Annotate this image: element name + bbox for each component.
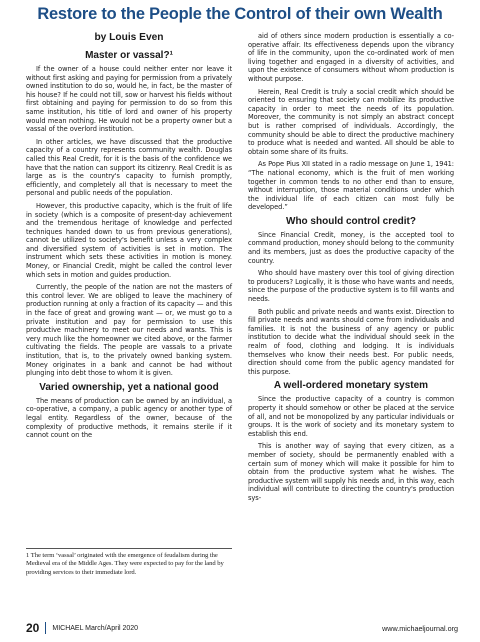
footnote-text: 1 The term ‘vassal’ originated with the emergence of feudalism during the Medieval era of the Middle Ages. They were expected to pay for the land by providing services to their immediate lord. [26,552,224,576]
paragraph: Since Financial Credit, money, is the accepted tool to command production, money should belong to the community and its members, just as does the productive capacity of the country. [248,230,454,265]
footer-divider [45,622,46,634]
page-number: 20 [26,621,40,635]
article-title: Restore to the People the Control of their own Wealth [37,5,443,23]
paragraph: Both public and private needs and wants exist. Direction to fill private needs and wants should come from individuals and families. It is not the business of any agency or public institution to decide what the individual should seek in the realm of food, clothing and lodging. It is individuals themselves who know their needs best. For public needs, direction should come from the public agency mandated for this purpose. [248,307,454,376]
issue-label: MICHAEL March/April 2020 [52,624,139,632]
paragraph: The means of production can be owned by an individual, a co-operative, a company, a public agency or another type of legal entity. Regardless of the owner, because of the complexity of productive methods, it remains sterile if it cannot count on the [26,396,232,440]
heading-master-or-vassal: Master or vassal?¹ [85,50,173,61]
paragraph: Since the productive capacity of a country is common property it should somehow or other be placed at the service of all, and not be monopolized by any particular individuals or groups. It is the work of society and its monetary system to establish this end. [248,395,454,438]
byline: by Louis Even [94,32,164,43]
paragraph: In other articles, we have discussed that the productive capacity of a country represents community wealth. Douglas called this Real Credit, for it is the basis of the confidence we have that the nation can support its citizenry. Real Credit is as large as is the country's capacity to furnish promptly, efficiently, and completely all that is necessary to meet the personal and public needs of the population. [26,137,232,198]
website-link[interactable]: www.michaeljournal.org [382,623,458,633]
paragraph: This is another way of saying that every citizen, as a member of society, should be permanently enabled with a certain sum of money which will make it possible for him to obtain from the productive system what he wishes. The productive system will supply his needs and, in this way, each individual will contribute to directing the country's production sys- [248,442,454,502]
paragraph: Who should have mastery over this tool of giving direction to producers? Logically, it is those who have wants and needs, since the purpose of the productive system is to fill wants and needs. [248,269,454,304]
paragraph: Currently, the people of the nation are not the masters of this control lever. We are obliged to leave the machinery of production running at only a fraction of its capacity — and this in the face of great and growing want — or, we must go to a private institution and pay for permission to use this productive machinery to meet our needs and wants. This is very much like the homeowner we cited above, or the farmer cultivating the fields. The people are vassals to a private institution, that is, to the privately owned banking system. Money originates in a bank and cannot be had without plunging into debt those to whom it is given. [26,283,232,378]
paragraph: Herein, Real Credit is truly a social credit which should be oriented to ensuring that society can mobilize its productive capacity in order to meet the needs of its population. Moreover, the community is not simply an abstract concept but is rather comprised of individuals. Accordingly, the community should be able to direct the productive machinery to produce what is needed and wanted. All should be able to obtain some share of its fruits. [248,87,454,156]
paragraph: aid of others since modern production is essentially a co-operative affair. Its effectiveness depends upon the vibrancy of life in the community, upon the co-ordinated work of men living together and engaged in a diversity of activities, and upon the existence of consumers without whom production is without purpose. [248,32,454,83]
page-footer [26,621,458,635]
heading-varied-ownership: Varied ownership, yet a national good [39,381,219,393]
heading-well-ordered-monetary-system: A well-ordered monetary system [273,380,429,392]
paragraph: However, this productive capacity, which is the fruit of life in society (which is a composite of present-day achievement and the tremendous heritage of knowledge and perfected techniques handed down to us from previous generations), cannot be utilized to society's benefit unless a very complex and diversified system of activities is set in motion. The instrument which sets these activities in motion is money. Money, or Financial Credit, might be called the control lever which sets in motion and guides production. [26,201,232,279]
right-column [248,32,454,507]
paragraph: If the owner of a house could neither enter nor leave it without first asking and paying for permission from a privately owned institution to do so, would he, in fact, be the master of his house? If he could not till, sow or harvest his fields without first obtaining and paying for permission to do so from this same institution, his title of lord and owner of his property would mean nothing. He would not be a property owner but a vassal of the overlord institution. [26,65,232,134]
heading-who-should-control-credit: Who should control credit? [286,215,416,227]
footnote [26,548,232,581]
paragraph: As Pope Pius XII stated in a radio message on June 1, 1941: “The national economy, which is the fruit of men working together in common tends to no other end than to ensure, without interruption, those material conditions under which the individual life of each citizen can most fully be developed.” [248,160,454,212]
left-column [26,32,232,444]
